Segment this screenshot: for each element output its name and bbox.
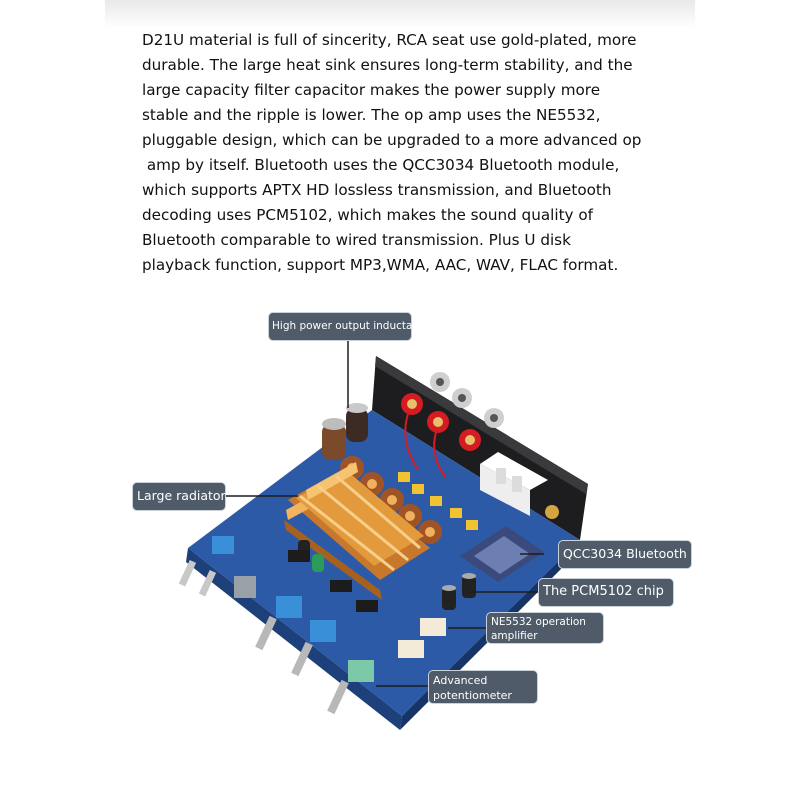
callout-ne5532-op-amp — [486, 612, 604, 644]
description-line: playback function, support MP3,WMA, AAC, WAV, FLAC format. — [142, 256, 619, 274]
description-line: which supports APTX HD lossless transmission, and Bluetooth — [142, 181, 612, 199]
callout-text: amplifier — [491, 630, 538, 642]
description-line: pluggable design, which can be upgraded to a more advanced op — [142, 131, 642, 149]
callout-text: High power output inductance — [272, 320, 432, 332]
description-line: durable. The large heat sink ensures long-term stability, and the — [142, 56, 633, 74]
description-line: large capacity filter capacitor makes the power supply more — [142, 81, 601, 99]
callout-advanced-potentiometer — [428, 670, 538, 704]
screw — [545, 505, 559, 519]
description-line: stable and the ripple is lower. The op amp uses the NE5532, — [142, 106, 601, 124]
callout-qcc3034-bluetooth — [558, 540, 692, 569]
callout-large-radiator — [132, 482, 226, 511]
callout-text: QCC3034 Bluetooth — [563, 546, 687, 561]
callout-text: Large radiator — [137, 488, 226, 503]
callout-pcm5102-chip — [538, 578, 674, 607]
description-line: Bluetooth comparable to wired transmission. Plus U disk — [142, 231, 571, 249]
callout-high-power-inductance — [268, 312, 432, 341]
callout-text: Advanced — [433, 674, 488, 687]
description-line: D21U material is full of sincerity, RCA seat use gold-plated, more — [142, 31, 637, 49]
description-line: decoding uses PCM5102, which makes the sound quality of — [142, 206, 593, 224]
callout-text: The PCM5102 chip — [543, 584, 664, 599]
callout-text: potentiometer — [433, 689, 512, 702]
callout-text: NE5532 operation — [491, 616, 586, 628]
description-line: amp by itself. Bluetooth uses the QCC3034 Bluetooth module, — [142, 156, 620, 174]
